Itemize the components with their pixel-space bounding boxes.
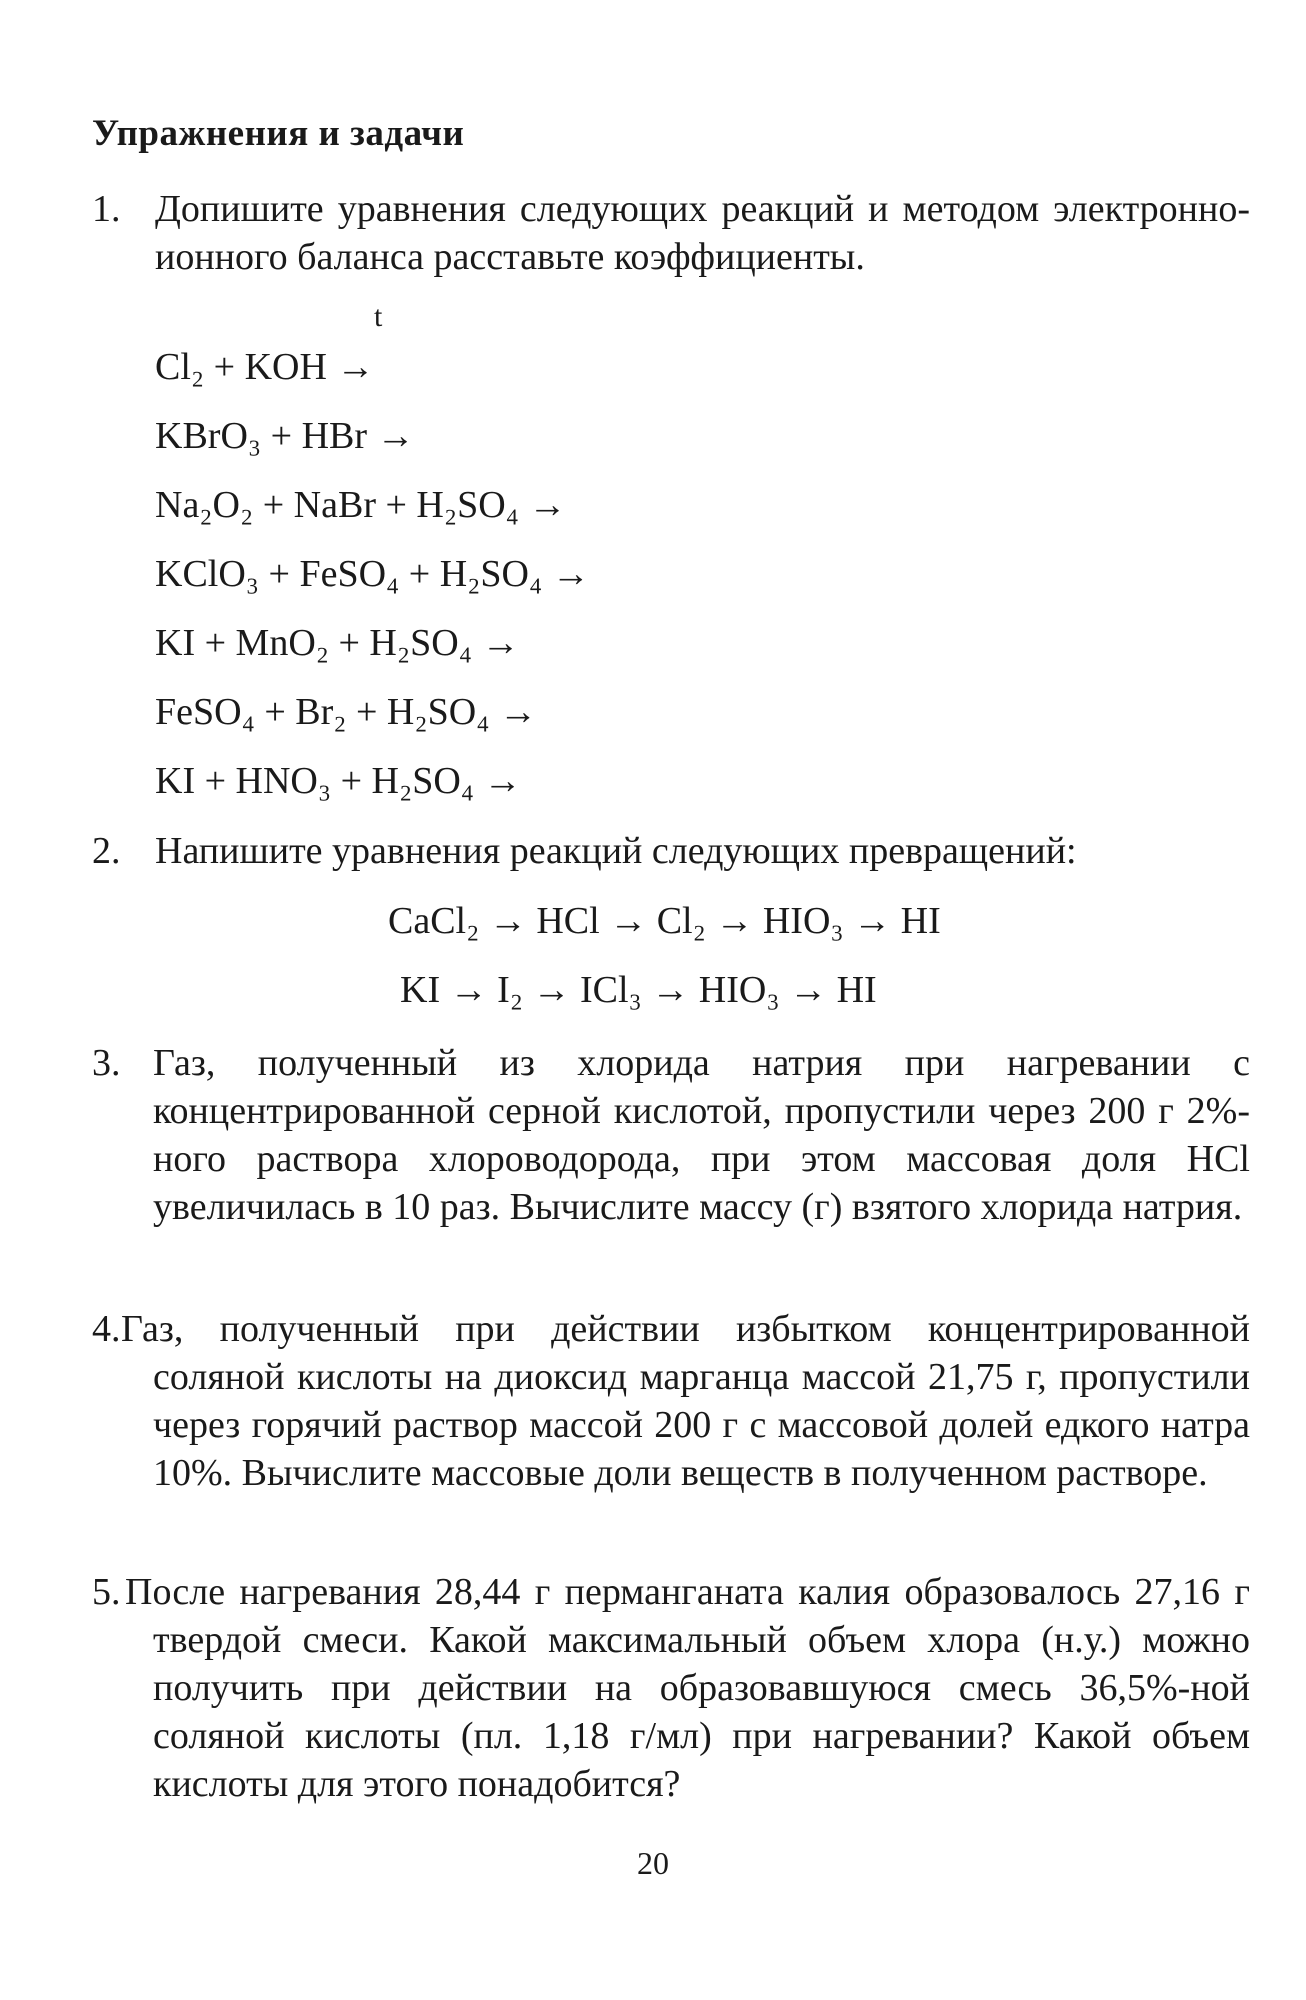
task2-number: 2.: [92, 830, 121, 872]
page-number: 20: [637, 1845, 669, 1881]
equation-1: Cl₂ + KOH →: [155, 346, 375, 388]
task3-text: Газ, полученный из хлорида натрия при нагревании с концентрированной серной кислотой, пропустили через 200 г 2%-ного раствора хлороводорода, при этом массовая доля HCl увеличилась в 10 раз. Вычислите массу (г) взятого хлорида натрия.: [153, 1042, 1250, 1228]
equation-4: KClO₃ + FeSO₄ + H₂SO₄ →: [155, 553, 590, 595]
task4-number: 4.: [92, 1308, 121, 1350]
equation-6: FeSO₄ + Br₂ + H₂SO₄ →: [155, 691, 537, 733]
equation-3: Na₂O₂ + NaBr + H₂SO₄ →: [155, 484, 567, 526]
task1-text: Допишите уравнения следующих реакций и методом электронно-ионного баланса расставьте коэффициенты.: [155, 188, 1250, 278]
task1-number: 1.: [92, 188, 121, 230]
task5-text: После нагревания 28,44 г перманганата калия образовалось 27,16 г твердой смеси. Какой максимальный объем хлора (н.у.) можно получить при действии на образовавшуюся смесь 36,5%-ной соляной кислоты (пл. 1,18 г/мл) при нагревании? Какой объем кислоты для этого понадобится?: [125, 1571, 1250, 1805]
task4-text: Газ, полученный при действии избытком концентрированной соляной кислоты на диоксид марганца массой 21,75 г, пропустили через горячий раствор массой 200 г с массовой долей едкого натра 10%. Вычислите массовые доли веществ в полученном растворе.: [121, 1308, 1250, 1494]
equation-7: KI + HNO₃ + H₂SO₄ →: [155, 760, 522, 802]
equation-2: KBrO₃ + HBr →: [155, 415, 415, 457]
section-heading: Упражнения и задачи: [92, 113, 465, 154]
transformation-chain-2: KI → I₂ → ICl₃ → HIO₃ → HI: [400, 969, 877, 1011]
task2-text: Напишите уравнения реакций следующих превращений:: [155, 830, 1077, 872]
transformation-chain-1: CaCl₂ → HCl → Cl₂ → HIO₃ → HI: [388, 900, 941, 942]
task3-number: 3.: [92, 1042, 121, 1084]
task5-number: 5.: [92, 1571, 121, 1613]
heating-condition-mark: t: [374, 300, 383, 333]
equation-5: KI + MnO₂ + H₂SO₄ →: [155, 622, 520, 664]
